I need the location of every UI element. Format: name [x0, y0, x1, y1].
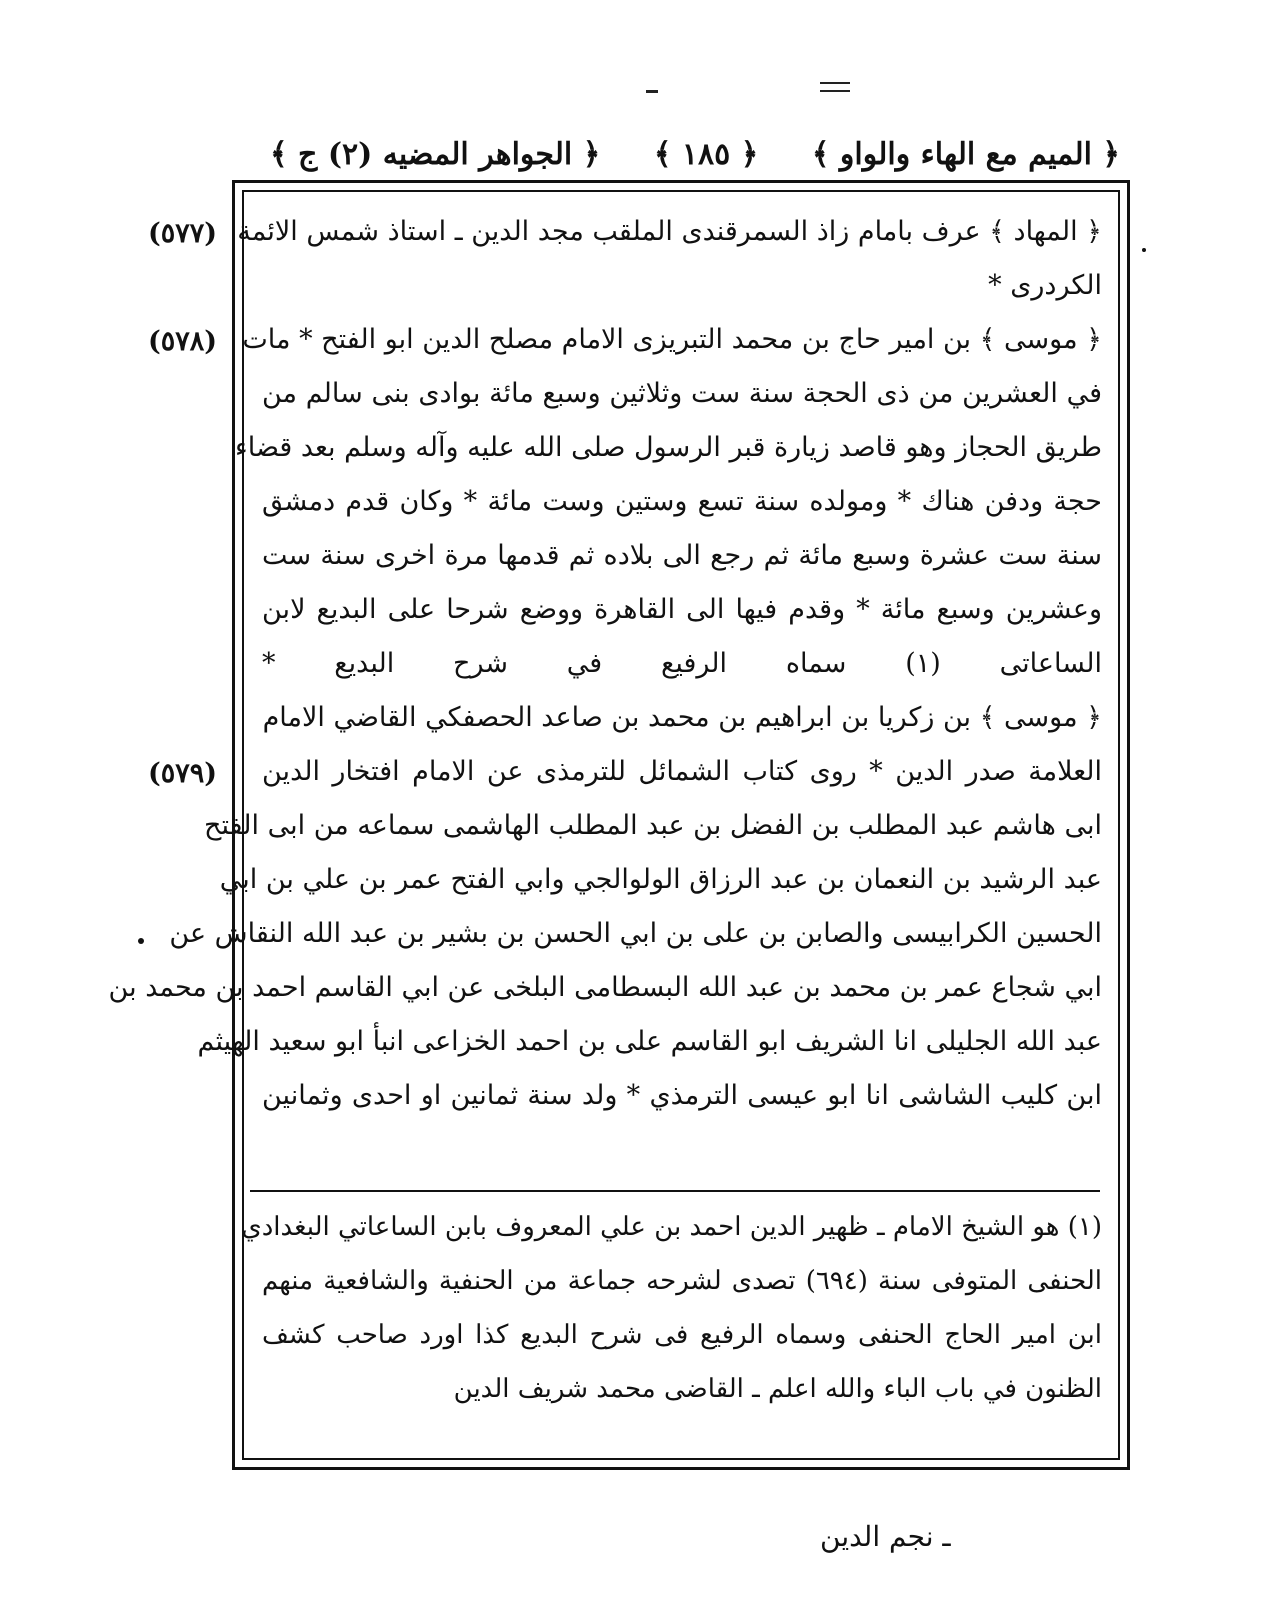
text-line: عبد الله الجليلی انا الشريف ابو القاسم علی بن احمد الخزاعی انبأ ابو سعيد الهيثم	[197, 1026, 1102, 1057]
text-line: عبد الرشيد بن النعمان بن عبد الرزاق الولوالجي وابي الفتح عمر بن علي بن ابي	[219, 864, 1102, 895]
text-line: حجة ودفن هناك * ومولده سنة تسع وستين وست مائة * وكان قدم دمشق	[262, 486, 1102, 517]
top-ornament	[820, 82, 850, 92]
stray-dot	[1142, 248, 1146, 252]
entry-number-579: (٥٧٩)	[148, 758, 218, 789]
running-header	[270, 132, 1120, 176]
footnote-divider	[250, 1190, 1100, 1192]
stray-dot	[138, 938, 144, 944]
text-line: العلامة صدر الدين * روى كتاب الشمائل للترمذی عن الامام افتخار الدين	[262, 756, 1102, 787]
entry-number-578: (٥٧٨)	[148, 326, 218, 357]
text-line: الساعاتی (١) سماه الرفيع في شرح البديع *	[262, 648, 1102, 679]
text-line: في العشرين من ذی الحجة سنة ست وثلاثين وسبع مائة بوادی بنی سالم من	[262, 378, 1102, 409]
text-line: طريق الحجاز وهو قاصد زيارة قبر الرسول صلى الله عليه وآله وسلم بعد قضاء	[235, 432, 1102, 463]
footnote	[241, 1198, 1102, 1414]
text-line: سنة ست عشرة وسبع مائة ثم رجع الى بلاده ثم قدمها مرة اخرى سنة ست	[262, 540, 1102, 571]
text-line: ابي شجاع عمر بن محمد بن عبد الله البسطامی البلخی عن ابي القاسم احمد بن محمد بن	[108, 972, 1102, 1003]
text-line: ﴿ المهاد ﴾ عرف بامام زاذ السمرقندی الملقب مجد الدين ـ استاذ شمس الائمة	[237, 216, 1102, 247]
text-line: ﴿ موسى ﴾ بن زكريا بن ابراهيم بن محمد بن صاعد الحصفكي القاضي الامام	[262, 702, 1102, 733]
header-section: ﴿ الميم مع الهاء والواو ﴾	[811, 136, 1120, 172]
text-line: ﴿ موسى ﴾ بن امير حاج بن محمد التبريزی الامام مصلح الدين ابو الفتح * مات	[242, 324, 1102, 355]
text-line: وعشرين وسبع مائة * وقدم فيها الى القاهرة ووضع شرحا على البديع لابن	[262, 594, 1102, 625]
text-line: ابن كليب الشاشی انا ابو عيسى الترمذي * ولد سنة ثمانين او احدى وثمانين	[262, 1080, 1102, 1111]
footnote-line: الحنفی المتوفی سنة (٦٩٤) تصدی لشرحه جماعة من الحنفية والشافعية منهم	[262, 1266, 1102, 1296]
footnote-line: (١) هو الشيخ الامام ـ ظهير الدين احمد بن علي المعروف بابن الساعاتي البغدادي	[241, 1212, 1102, 1242]
text-line: الحسين الكرابيسی والصابن بن علی بن ابي الحسن بن بشير بن عبد الله النقاش عن	[169, 918, 1102, 949]
header-book-title: ﴿ الجواهر المضيه (٢) ج ﴾	[270, 136, 601, 172]
text-line: الكردری *	[988, 270, 1102, 301]
header-page-number: ﴿ ١٨٥ ﴾	[653, 136, 759, 172]
text-line	[262, 1123, 1102, 1177]
footnote-line: ابن امير الحاج الحنفی وسماه الرفيع فی شرح البديع كذا اورد صاحب كشف	[262, 1320, 1102, 1350]
footnote-line: الظنون في باب الباء والله اعلم ـ القاضی محمد شريف الدين	[453, 1374, 1102, 1404]
bottom-note: ـ نجم الدين	[820, 1520, 951, 1553]
top-dash	[646, 90, 658, 93]
entry-number-577: (٥٧٧)	[148, 218, 218, 249]
text-line: ابی هاشم عبد المطلب بن الفضل بن عبد المطلب الهاشمی سماعه من ابی الفتح	[204, 810, 1102, 841]
